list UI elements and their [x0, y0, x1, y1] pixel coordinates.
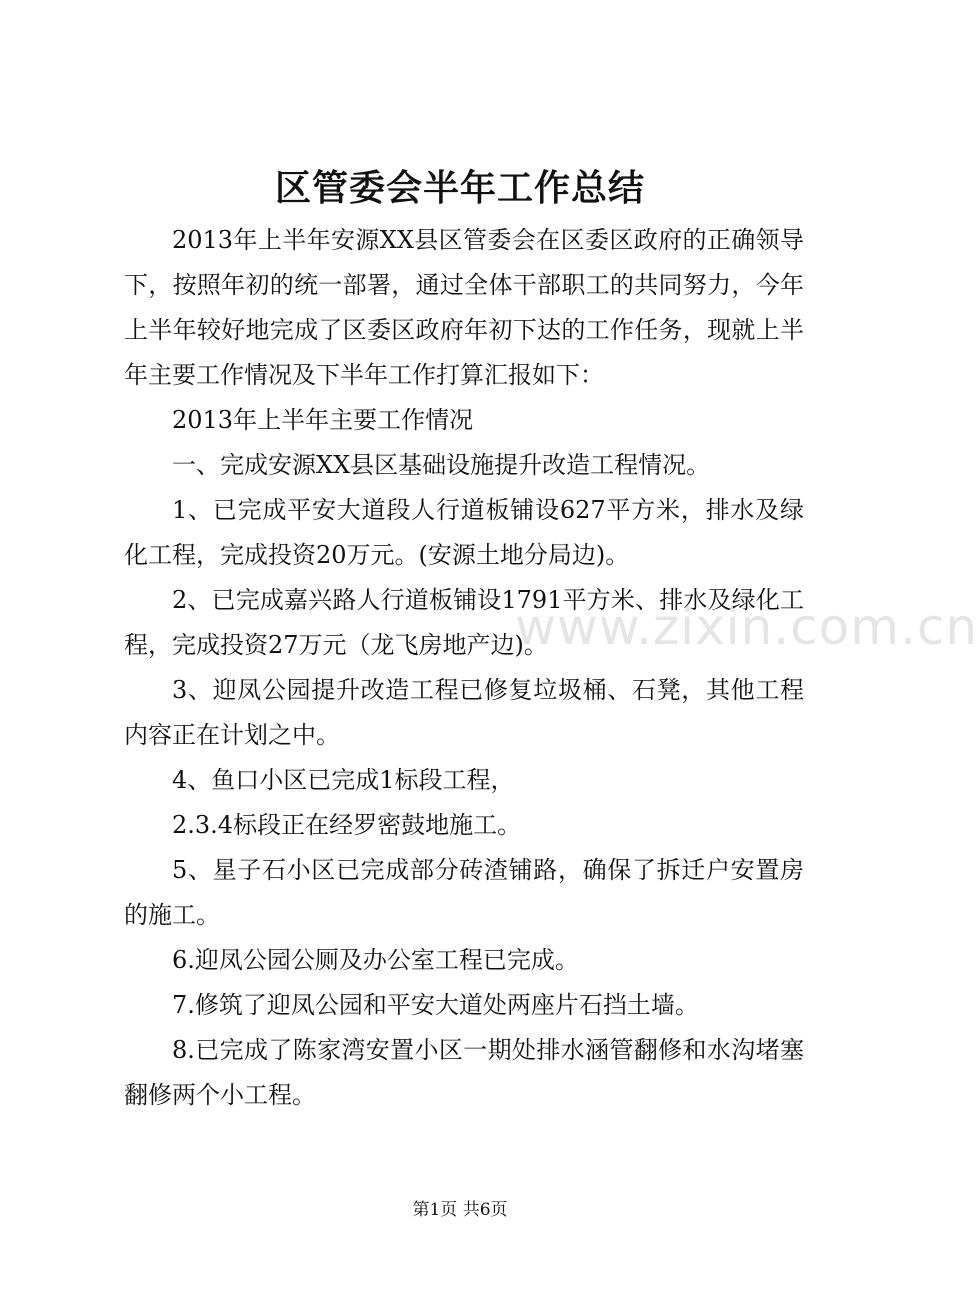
list-item-3: 3、迎凤公园提升改造工程已修复垃圾桶、石凳，其他工程内容正在计划之中。	[124, 676, 804, 749]
list-item-8: 8.已完成了陈家湾安置小区一期处排水涵管翻修和水沟堵塞翻修两个小工程。	[124, 1036, 804, 1109]
list-item-5: 5、星子石小区已完成部分砖渣铺路，确保了拆迁户安置房的施工。	[124, 856, 804, 929]
list-item-4-continued: 2.3.4标段正在经罗密鼓地施工。	[172, 811, 522, 839]
list-item-6: 6.迎凤公园公厕及办公室工程已完成。	[172, 946, 579, 974]
section-heading: 2013年上半年主要工作情况	[172, 406, 474, 434]
list-item-1: 1、已完成平安大道段人行道板铺设627平方米，排水及绿化工程，完成投资20万元。(安源土地分局边)。	[124, 496, 804, 569]
subsection-heading: 一、完成安源XX县区基础设施提升改造工程情况。	[172, 451, 711, 479]
list-item-7: 7.修筑了迎凤公园和平安大道处两座片石挡土墙。	[172, 991, 699, 1019]
document-body	[124, 218, 804, 1118]
watermark: www.zixin.com.cn	[515, 598, 978, 656]
document-title: 区管委会半年工作总结	[274, 167, 645, 209]
list-item-2: 2、已完成嘉兴路人行道板铺设1791平方米、排水及绿化工程，完成投资27万元（龙飞房地产边)。	[124, 586, 804, 659]
page-footer: 第1页 共6页	[412, 1200, 508, 1220]
paragraph-intro: 2013年上半年安源XX县区管委会在区委区政府的正确领导下，按照年初的统一部署，通过全体干部职工的共同努力，今年上半年较好地完成了区委区政府年初下达的工作任务，现就上半年主要工作情况及下半年工作打算汇报如下：	[124, 226, 804, 389]
list-item-4: 4、鱼口小区已完成1标段工程，	[172, 766, 515, 794]
